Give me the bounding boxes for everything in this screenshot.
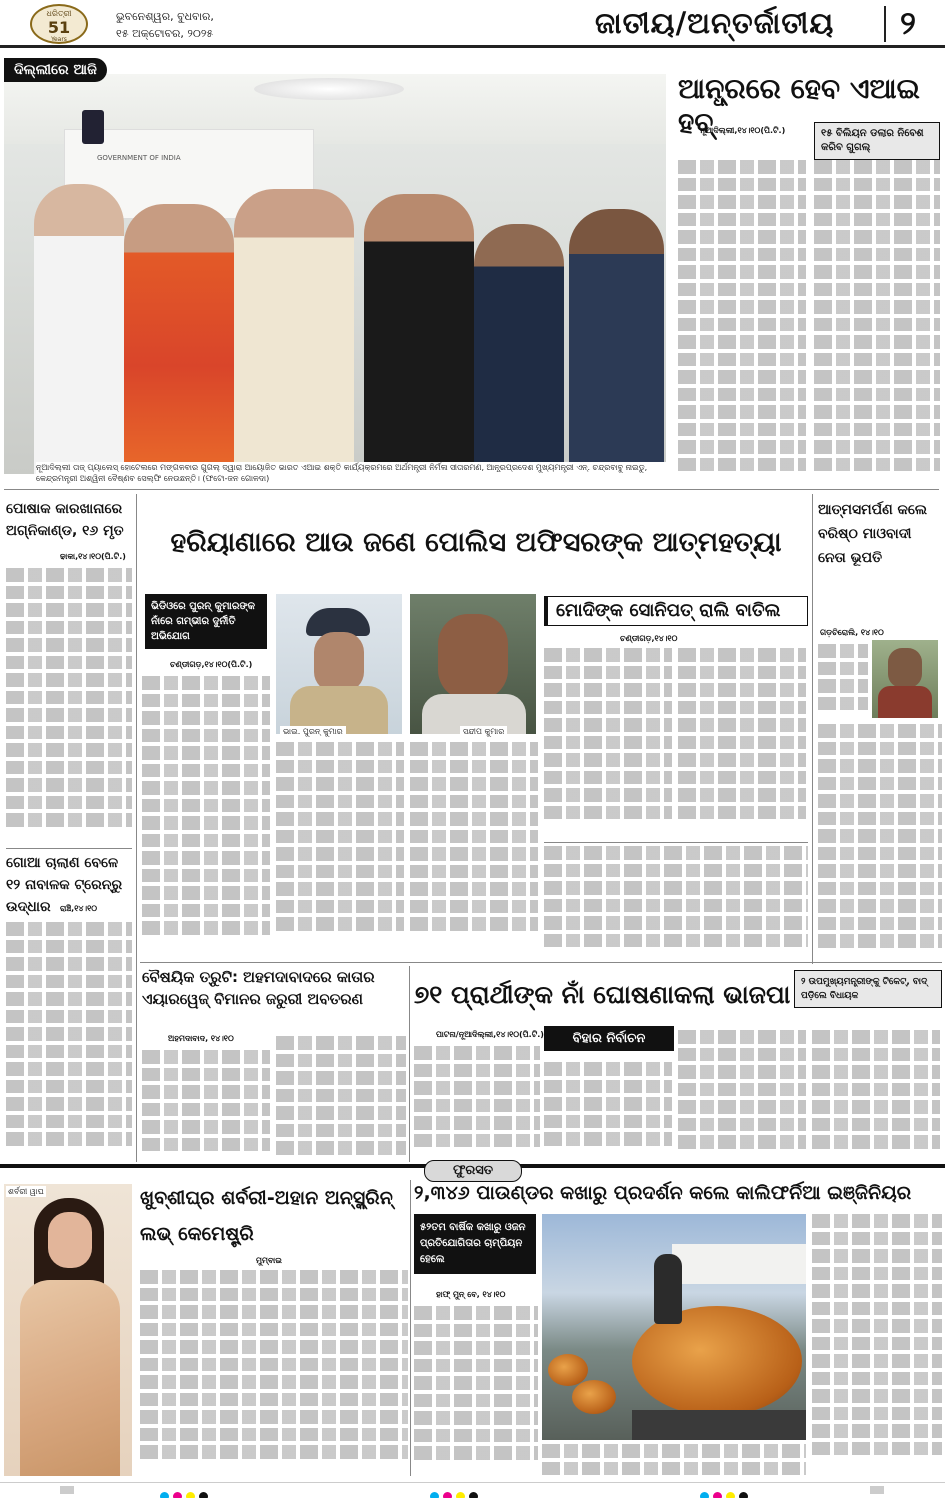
pumpkin-photo [542, 1214, 806, 1440]
person-2 [124, 204, 234, 474]
reg-magenta-2 [443, 1492, 452, 1498]
footer-grey-1 [60, 1486, 74, 1494]
reg-cyan-3 [700, 1492, 709, 1498]
rule-right-col [812, 494, 813, 964]
police-body-3 [410, 742, 538, 958]
reg-black-2 [469, 1492, 478, 1498]
qatar-dateline: ଅହମଦାବାଦ, ୧୪।୧୦ [168, 1034, 234, 1043]
photo-sandeep-caption: ସନ୍ଦୀପ କୁମାର [460, 726, 507, 737]
bjp-box: ୨ ଉପମୁଖ୍ୟମନ୍ତ୍ରୀଙ୍କୁ ଟିକେଟ୍, ବାଦ୍ ପଡ଼ିଲେ ବିଧାୟକ [794, 970, 942, 1008]
banner [672, 1244, 806, 1284]
pumpkin-body-2 [542, 1444, 806, 1478]
reg-black-3 [739, 1492, 748, 1498]
ai-hub-body-2 [814, 160, 940, 486]
shirt-3 [878, 686, 932, 718]
page-number: ୨ [900, 4, 916, 42]
qatar-body-1 [142, 1050, 270, 1162]
rule-qatar [409, 966, 410, 1162]
factory-fire-headline: ପୋଷାକ କାରଖାନାରେ ଅଗ୍ନିକାଣ୍ଡ, ୧୬ ମୃତ [6, 501, 124, 539]
badge-bottom: Years [51, 36, 67, 43]
top-photo [4, 74, 666, 474]
reg-magenta-3 [713, 1492, 722, 1498]
pumpkin-headline: ୨,୩୪୬ ପାଉଣ୍ଡର କଖାରୁ ପ୍ରଦର୍ଶନ କଲେ କାଲିଫର୍ନିଆ ଇଞ୍ଜିନିୟର [414, 1182, 912, 1204]
footer-grey-2 [870, 1486, 884, 1494]
face [314, 632, 364, 692]
rule-left-col [136, 494, 137, 1162]
pumpkin-body-3 [812, 1214, 942, 1478]
reg-yellow-2 [456, 1492, 465, 1498]
qatar-body-2 [276, 1036, 406, 1162]
date-line-1: ଭୁବନେଶ୍ୱର, ବୁଧବାର, [116, 10, 214, 23]
rule-left-1 [6, 848, 132, 849]
police-body-1 [142, 676, 270, 958]
police-suicide-headline: ହରିୟାଣାରେ ଆଉ ଜଣେ ପୋଲିସ ଅଫିସରଙ୍କ ଆତ୍ମହତ୍ୟା [170, 527, 782, 558]
registration-marks-1 [160, 1486, 212, 1498]
bjp-body-4 [812, 1030, 940, 1162]
factory-fire-dateline: ଢାକା,୧୪।୧୦(ପି.ଟି.) [60, 552, 126, 561]
bjp-body-1 [414, 1046, 540, 1162]
photo-bhupathi [872, 640, 938, 718]
photo-sharvari [4, 1184, 132, 1476]
bjp-dateline: ପାଟନା/ନୂଆଦିଲ୍ଲୀ,୧୪।୧୦(ପି.ଟି.) [436, 1030, 544, 1039]
modi-body-1 [544, 648, 672, 838]
header-divider [884, 6, 886, 42]
photo-puran-kumar [276, 594, 402, 734]
rule-mid [140, 962, 942, 963]
section-title: ଜାତୀୟ/ଅନ୍ତର୍ଜାତୀୟ [595, 6, 835, 40]
pumpkin-dateline: ହାଫ୍ ମୁନ୍ ବେ, ୧୪।୧୦ [436, 1290, 506, 1299]
truck-bed [632, 1410, 806, 1440]
registration-marks-2 [430, 1486, 482, 1498]
person-1 [34, 184, 124, 474]
bjp-body-2 [544, 1062, 672, 1162]
modi-body-2 [678, 648, 806, 838]
modi-headline: ମୋଦିଙ୍କ ସୋନିପତ୍ ରାଲି ବାତିଲ [556, 600, 781, 621]
person-3 [234, 189, 354, 474]
date-line-2: ୧୫ ଅକ୍ଟୋବର, ୨୦୨୫ [116, 27, 214, 40]
film-headline: ଖୁବ୍‌ଶୀଘ୍ର ଶର୍ବରୀ-ଅହାନ ଅନ୍‌ସ୍କ୍ରିନ୍ ଲଭ୍ କେମେଷ୍ଟ୍ରି [140, 1187, 393, 1245]
pumpkin-box: ୫୨ତମ ବାର୍ଷିକ କଖାରୁ ଓଜନ ପ୍ରତିଯୋଗିତାର ଚାମ୍ପିୟନ ହେଲେ [414, 1214, 536, 1274]
chandelier [254, 78, 404, 100]
anniversary-badge [30, 4, 88, 44]
goa-body [6, 922, 132, 1162]
small-pumpkin-2 [572, 1380, 616, 1414]
registration-marks-3 [700, 1486, 752, 1498]
modi-dateline: ଚଣ୍ଡୀଗଡ଼,୧୪।୧୦ [620, 634, 678, 643]
rule-modi [544, 842, 808, 843]
police-body-4 [544, 846, 808, 958]
photo-puran-caption: ଭାଇ. ପୁରନ୍ କୁମାର [280, 726, 346, 737]
film-body [140, 1270, 408, 1478]
maoist-dateline: ଗଡ଼ଚିରୋଲି, ୧୪।୧୦ [820, 628, 884, 637]
ai-hub-body-1 [678, 160, 806, 486]
face-2 [438, 614, 508, 700]
sharvari-caption: ଶର୍ବରୀ ୱାଘ [8, 1187, 44, 1196]
pumpkin-body-1 [414, 1306, 538, 1478]
photo-sandeep-kumar [410, 594, 536, 734]
ai-hub-dateline: ନୂଆଦିଲ୍ଲୀ,୧୪।୧୦(ପି.ଟି.) [700, 126, 786, 135]
reg-cyan-2 [430, 1492, 439, 1498]
ai-hub-headline: ଆନ୍ଧ୍ରରେ ହେବ ଏଆଇ ହବ୍ [678, 72, 920, 139]
phone [82, 110, 104, 144]
reg-magenta [173, 1492, 182, 1498]
badge-number: 51 [47, 18, 71, 37]
face-3 [888, 648, 922, 688]
police-suicide-box: ଭିଡିଓରେ ପୁରନ୍ କୁମାରଙ୍କ ନାଁରେ ଗମ୍ଭୀର ଦୁର୍ନୀତି ଅଭିଯୋଗ [145, 594, 267, 649]
fursat-label: ଫୁରସତ [424, 1160, 522, 1182]
reg-yellow [186, 1492, 195, 1498]
issue-date [116, 8, 214, 42]
reg-black [199, 1492, 208, 1498]
maoist-headline: ଆତ୍ମସମର୍ପଣ କଲେ ବରିଷ୍ଠ ମାଓବାଦୀ ନେତା ଭୂପତି [818, 502, 928, 566]
police-body-2 [276, 742, 404, 958]
police-suicide-dateline: ଚଣ୍ଡୀଗଡ଼,୧୪।୧୦(ପି.ଟି.) [170, 660, 253, 669]
top-strip-label: ଦିଲ୍ଲୀରେ ଆଜି [4, 58, 107, 82]
person-4 [364, 194, 474, 474]
bjp-tag: ବିହାର ନିର୍ବାଚନ [544, 1026, 674, 1051]
bjp-body-3 [678, 1030, 806, 1162]
saree [20, 1280, 120, 1476]
reg-yellow-3 [726, 1492, 735, 1498]
small-pumpkin-1 [548, 1354, 588, 1386]
rule-under-photo [4, 489, 939, 490]
top-photo-caption: ନୂଆଦିଲ୍ଲୀ ତାଜ୍ ପ୍ୟାଲେସ୍ ହୋଟେଲରେ ମଙ୍ଗଳବାର ଗୁଗଲ୍ ଦ୍ୱାରା ଆୟୋଜିତ ଭାରତ ଏଆଇ ଶକ୍ତି କାର୍ଯ୍ୟକ୍ରମରେ ଅର୍ଥମନ୍ତ୍ରୀ ନିର୍ମଳା ସୀତାରମଣ, ଆନ୍ଧ୍ରପ୍ରଦେଶ ମୁଖ୍ୟମନ୍ତ୍ରୀ ଏନ୍. ଚନ୍ଦ୍ରବାବୁ ନାଇଡୁ, କେନ୍ଦ୍ରମନ୍ତ୍ରୀ ଅଶ୍ୱିନୀ ବୈଷ୍ଣବ ସେଲ୍ଫି ନେଉଛନ୍ତି। (ଫଟୋ-ଜନ ଗୋଳଦା) [36, 462, 666, 484]
goa-headline: ଗୋଆ ଚାଲାଣ ବେଳେ ୧୨ ନାବାଳକ ଟ୍ରେନ୍‌ରୁ ଉଦ୍ଧାର [6, 855, 123, 915]
ai-hub-box: ୧୫ ବିଲିୟନ ଡଲାର ନିବେଶ କରିବ ଗୁଗଲ୍ [814, 122, 940, 160]
qatar-headline: ବୈଷୟିକ ତ୍ରୁଟି: ଅହମଦାବାଦରେ କାତାର ଏୟାରୱେଜ୍ ବିମାନର ଜରୁରୀ ଅବତରଣ [142, 968, 375, 1008]
person-6 [569, 209, 664, 474]
bjp-headline: ୭୧ ପ୍ରାର୍ଥୀଙ୍କ ନାଁ ଘୋଷଣାକଲା ଭାଜପା [414, 980, 791, 1009]
winner [654, 1254, 682, 1324]
film-dateline: ମୁମ୍ବାଇ [256, 1256, 282, 1265]
person-5 [474, 224, 564, 474]
face-4 [48, 1212, 92, 1268]
maoist-body-b [818, 724, 942, 960]
slide-text: GOVERNMENT OF INDIA [97, 154, 181, 162]
badge-top: ଧରିତ୍ରୀ [46, 9, 72, 18]
goa-dateline: ରାଞ୍ଚି,୧୪।୧୦ [60, 904, 98, 913]
reg-cyan [160, 1492, 169, 1498]
rule-fursat [410, 1180, 411, 1476]
maoist-body-a [818, 644, 868, 720]
factory-fire-body [6, 568, 132, 846]
